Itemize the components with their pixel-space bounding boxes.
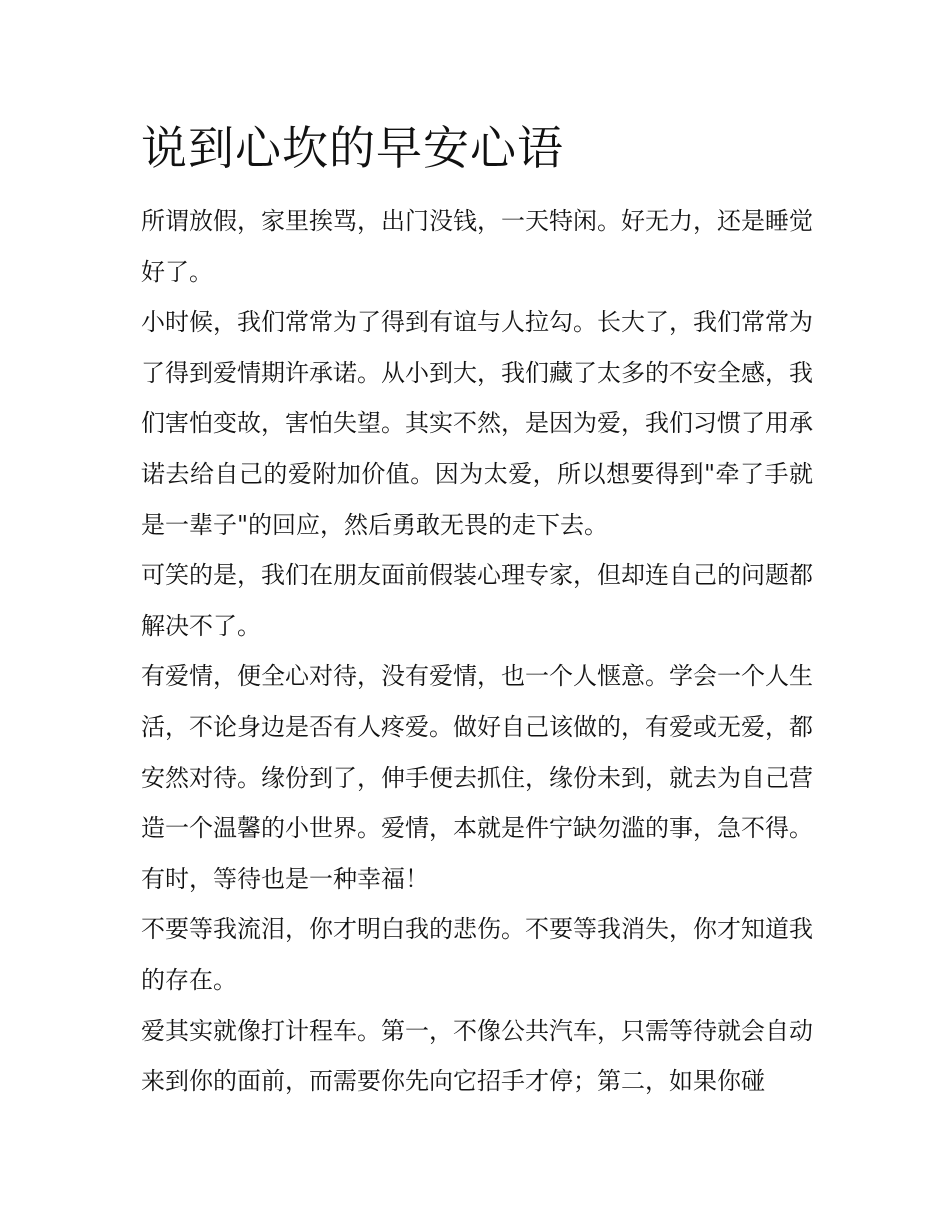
paragraph-2: 小时候，我们常常为了得到有谊与人拉勾。长大了，我们常常为了得到爱情期许承诺。从小到大，我们藏了太多的不安全感，我们害怕变故，害怕失望。其实不然，是因为爱，我们习惯了用承诺去给自己的爱附加价值。因为太爱，所以想要得到"牵了手就是一辈子"的回应，然后勇敢无畏的走下去。	[141, 308, 813, 539]
paragraph-3: 可笑的是，我们在朋友面前假装心理专家，但却连自己的问题都解决不了。	[141, 561, 813, 640]
document-page	[141, 118, 813, 1107]
paragraph-4: 有爱情，便全心对待，没有爱情，也一个人惬意。学会一个人生活，不论身边是否有人疼爱。做好自己该做的，有爱或无爱，都安然对待。缘份到了，伸手便去抓住，缘份未到，就去为自己营造一个温馨的小世界。爱情，本就是件宁缺勿滥的事，急不得。有时，等待也是一种幸福！	[141, 662, 813, 893]
paragraph-1: 所谓放假，家里挨骂，出门没钱，一天特闲。好无力，还是睡觉好了。	[141, 207, 813, 286]
document-title: 说到心坎的早安心语	[141, 121, 564, 175]
paragraph-5: 不要等我流泪，你才明白我的悲伤。不要等我消失，你才知道我的存在。	[141, 915, 813, 994]
paragraph-6: 爱其实就像打计程车。第一，不像公共汽车，只需等待就会自动来到你的面前，而需要你先向它招手才停；第二，如果你碰	[141, 1016, 813, 1096]
